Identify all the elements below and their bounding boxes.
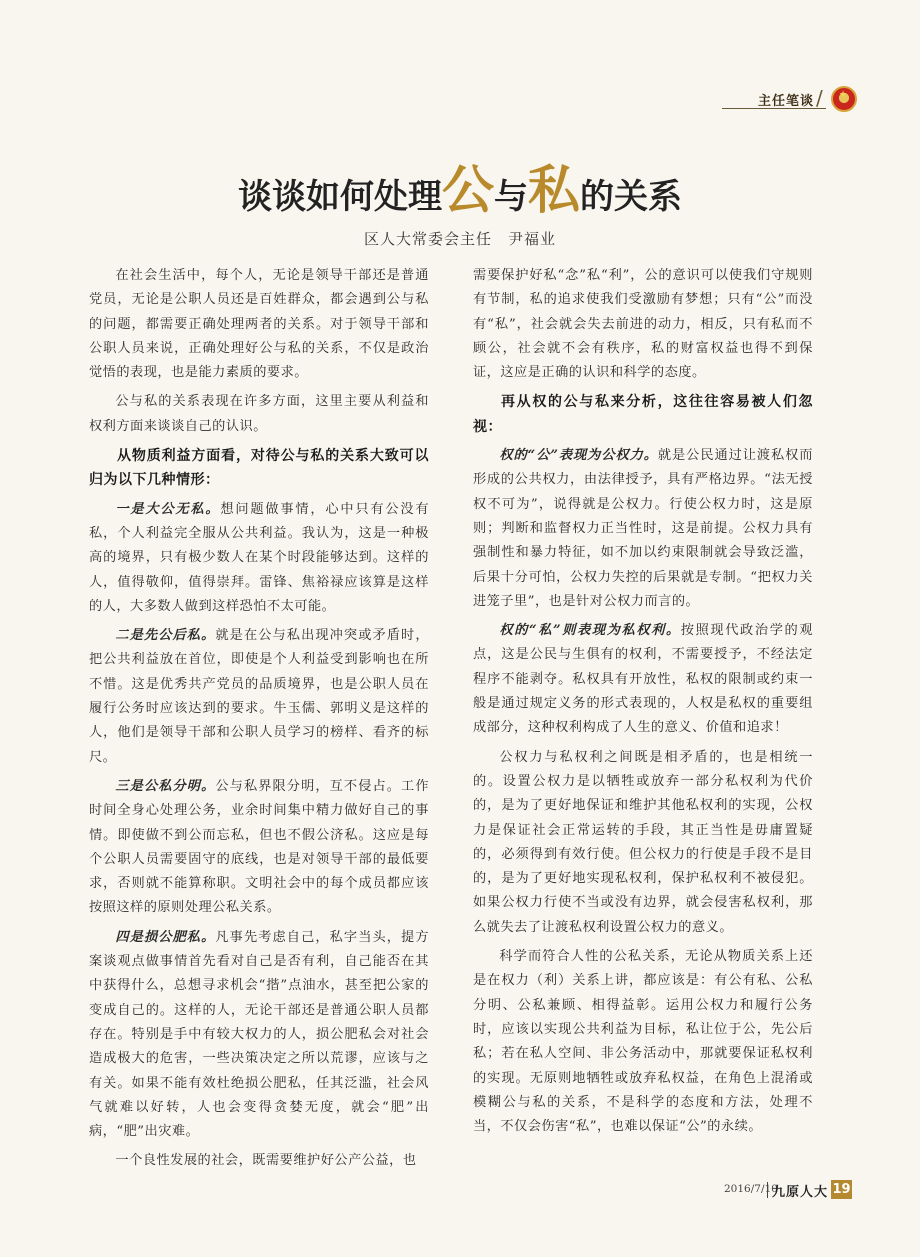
page-footer bbox=[0, 1180, 920, 1200]
paragraph bbox=[89, 498, 429, 619]
section-header bbox=[0, 86, 920, 116]
paragraph-body: 公与私界限分明，互不侵占。工作时间全身心处理公务，业余时间集中精力做好自己的事情。即使做不到公而忘私，但也不假公济私。这应是每个公职人员需要固守的底线，也是对领导干部的最低要求，否则就不能算称职。文明社会中的每个成员都应该按照这样的原则处理公私关系。 bbox=[89, 778, 430, 916]
paragraph: 需要保护好私“念”私“利”，公的意识可以使我们守规则有节制，私的追求使我们受激励有梦想；只有“公”而没有“私”，社会就会失去前进的动力，相反，只有私而不顾公，社会就不会有秩序，私的财富权益也得不到保证，这应是正确的认识和科学的态度。 bbox=[473, 268, 813, 381]
page-number: 19 bbox=[832, 1182, 851, 1197]
paragraph-lead: 权的“私”则表现为私权利。 bbox=[499, 623, 681, 639]
section-heading: 再从权的公与私来分析，这往往容易被人们忽视： bbox=[473, 394, 813, 435]
paragraph-lead: 一是大公无私。 bbox=[115, 501, 221, 517]
paragraph-lead: 权的“公”表现为公权力。 bbox=[499, 448, 658, 464]
paragraph bbox=[473, 444, 813, 614]
section-label: 主任笔谈 bbox=[758, 94, 815, 109]
paragraph: 在社会生活中，每个人，无论是领导干部还是普通党员，无论是公职人员还是百姓群众，都会遇到公与私的问题，都需要正确处理两者的关系。对于领导干部和公职人员来说，正确处理好公与私的关系，不仅是政治觉悟的表现，也是能力素质的要求。 bbox=[89, 268, 429, 381]
title-mid: 与 bbox=[494, 177, 528, 217]
paragraph-body: 就是在公与私出现冲突或矛盾时，把公共利益放在首位，即使是个人利益受到影响也在所不惜。这是优秀共产党员的品质境界，也是公职人员在履行公务时应该达到的要求。牛玉儒、郭明义是这样的人，他们是领导干部和公职人员学习的榜样、看齐的标尺。 bbox=[89, 628, 430, 765]
title-big-si: 私 bbox=[528, 160, 581, 221]
paragraph-lead: 二是先公后私。 bbox=[115, 628, 216, 644]
header-slash: / bbox=[816, 86, 823, 110]
paragraph: 公权力与私权利之间既是相矛盾的，也是相统一的。设置公权力是以牺牲或放弃一部分私权利为代价的，是为了更好地保证和维护其他私权利的实现，公权力是保证社会正常运转的手段，其正当性是毋庸置疑的，必须得到有效行使。但公权力的行使是手段不是目的，是为了更好地实现私权利，保护私权利不被侵犯。如果公权力行使不当或没有边界，就会侵害私权利，那么就失去了让渡私权利设置公权力的意义。 bbox=[473, 749, 813, 935]
paragraph-lead: 四是损公肥私。 bbox=[115, 929, 216, 945]
title-big-gong: 公 bbox=[441, 160, 494, 221]
paragraph-body: 就是公民通过让渡私权而形成的公共权力，由法律授予，具有严格边界。“法无授权不可为”，说得就是公权力。行使公权力时，这是原则；判断和监督权力正当性时，这是前提。公权力具有强制性和暴力特征，如不加以约束限制就会导致泛滥，后果十分可怕，公权力失控的后果就是专制。“把权力关进笼子里”，也是针对公权力而言的。 bbox=[473, 448, 813, 609]
paragraph-body: 想问题做事情，心中只有公没有私，个人利益完全服从公共利益。我认为，这是一种极高的境界，只有极少数人在某个时段能够达到。这样的人，值得敬仰，值得崇拜。雷锋、焦裕禄应该算是这样的人，大多数人做到这样恐怕不太可能。 bbox=[89, 501, 430, 614]
title-part1: 谈谈如何处理 bbox=[237, 177, 442, 217]
national-emblem-icon bbox=[831, 86, 857, 112]
paragraph-body: 按照现代政治学的观点，这是公民与生俱有的权利，不需要授予，不经法定程序不能剥夺。私权具有开放性，私权的限制或约束一般是通过规定义务的形式表现的，人权是私权的重要组成部分，这种权利构成了人生的意义、价值和追求！ bbox=[473, 623, 814, 736]
section-heading: 从物质利益方面看，对待公与私的关系大致可以归为以下几种情形： bbox=[89, 448, 429, 489]
paragraph: 科学而符合人性的公私关系，无论从物质关系上还是在权力（利）关系上讲，都应该是：有公有私、公私分明、公私兼顾、相得益彰。运用公权力和履行公务时，应该以实现公共利益为目标，私让位于公，先公后私；若在私人空间、非公务活动中，那就要保证私权利的实现。无原则地牺牲或放弃私权益，在角色上混淆或模糊公与私的关系，不是科学的态度和方法，处理不当，不仅会伤害“私”，也难以保证“公”的永续。 bbox=[473, 949, 813, 1135]
paragraph-lead: 三是公私分明。 bbox=[115, 778, 216, 794]
article-title bbox=[0, 148, 920, 223]
paragraph: 一个良性发展的社会，既需要维护好公产公益，也 bbox=[115, 1153, 417, 1169]
title-part2: 的关系 bbox=[580, 177, 683, 217]
author-byline: 区人大常委会主任 尹福业 bbox=[363, 230, 556, 248]
paragraph bbox=[89, 624, 429, 770]
magazine-name: 九原人大 bbox=[772, 1185, 829, 1200]
paragraph bbox=[473, 619, 813, 740]
paragraph: 公与私的关系表现在许多方面，这里主要从利益和权利方面来谈谈自己的认识。 bbox=[89, 394, 429, 434]
footer-divider bbox=[767, 1182, 768, 1198]
paragraph bbox=[89, 775, 429, 921]
issue-date: 2016/7/10 bbox=[724, 1183, 778, 1195]
right-column bbox=[473, 264, 813, 1144]
paragraph bbox=[89, 926, 429, 1145]
paragraph-body: 凡事先考虑自己，私字当头，提方案谈观点做事情首先看对自己是否有利，自己能否在其中获得什么，总想寻求机会“揩”点油水，甚至把公家的变成自己的。这样的人，无论干部还是普通公职人员都存在。特别是手中有较大权力的人，损公肥私会对社会造成极大的危害，一些决策决定之所以荒谬，应该与之有关。如果不能有效杜绝损公肥私，任其泛滥，社会风气就难以好转，人也会变得贪婪无度，就会“肥”出病，“肥”出灾难。 bbox=[89, 929, 430, 1140]
left-column bbox=[89, 264, 429, 1179]
